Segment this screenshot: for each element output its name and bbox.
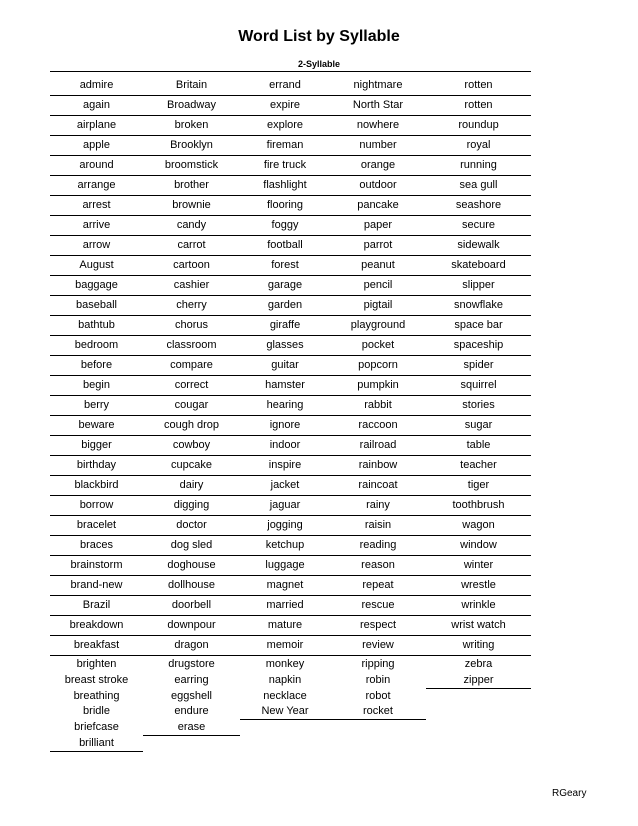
word-cell: teacher (426, 456, 531, 476)
word-cell: brownie (143, 196, 240, 216)
word-cell: ignore (240, 416, 330, 436)
word-cell: stories (426, 396, 531, 416)
word-cell: airplane (50, 116, 143, 136)
word-cell: window (426, 536, 531, 556)
word-cell: arrange (50, 176, 143, 196)
word-cell: doorbell (143, 596, 240, 616)
word-cell: respect (330, 616, 426, 636)
word-cell: Brooklyn (143, 136, 240, 156)
word-cell: football (240, 236, 330, 256)
word-cell: flashlight (240, 176, 330, 196)
word-cell: railroad (330, 436, 426, 456)
word-cell: beware (50, 416, 143, 436)
word-cell: skateboard (426, 256, 531, 276)
word-cell: breakdown (50, 616, 143, 636)
word-cell: ketchup (240, 536, 330, 556)
word-cell: reason (330, 556, 426, 576)
word-cell: wrist watch (426, 616, 531, 636)
word-cell: rotten (426, 96, 531, 116)
word-cell: arrow (50, 236, 143, 256)
word-cell: hearing (240, 396, 330, 416)
word-cell: dragon (143, 636, 240, 656)
word-cell: tiger (426, 476, 531, 496)
word-cell: cartoon (143, 256, 240, 276)
word-cell: rotten (426, 76, 531, 96)
word-cell: bedroom (50, 336, 143, 356)
author-footer: RGeary (552, 788, 587, 799)
word-cell: cherry (143, 296, 240, 316)
word-cell: wrestle (426, 576, 531, 596)
word-cell: number (330, 136, 426, 156)
word-cell: cowboy (143, 436, 240, 456)
word-cell: raccoon (330, 416, 426, 436)
word-cell: correct (143, 376, 240, 396)
word-cell: orange (330, 156, 426, 176)
word-cell: roundup (426, 116, 531, 136)
word-cell: bathtub (50, 316, 143, 336)
word-cell: secure (426, 216, 531, 236)
word-cell: begin (50, 376, 143, 396)
word-cell: rainbow (330, 456, 426, 476)
word-cell: doctor (143, 516, 240, 536)
word-cell: repeat (330, 576, 426, 596)
word-cell: pocket (330, 336, 426, 356)
word-cell: around (50, 156, 143, 176)
word-cell: sea gull (426, 176, 531, 196)
word-cell: running (426, 156, 531, 176)
word-cell: parrot (330, 236, 426, 256)
word-cell: borrow (50, 496, 143, 516)
word-cell: necklace (263, 690, 307, 702)
word-cell: August (50, 256, 143, 276)
word-cell: digging (143, 496, 240, 516)
word-cell: flooring (240, 196, 330, 216)
word-cell: nightmare (330, 76, 426, 96)
word-cell: spider (426, 356, 531, 376)
word-cell: ripping (361, 658, 395, 670)
word-cell: rainy (330, 496, 426, 516)
word-cell: guitar (240, 356, 330, 376)
word-cell: earring (174, 674, 209, 686)
word-cell: admire (50, 76, 143, 96)
word-cell: outdoor (330, 176, 426, 196)
word-cell: dog sled (143, 536, 240, 556)
word-cell: magnet (240, 576, 330, 596)
word-cell: Britain (143, 76, 240, 96)
word-cell: writing (426, 636, 531, 656)
word-cell: sidewalk (426, 236, 531, 256)
word-cell: New Year (240, 704, 330, 720)
word-cell: apple (50, 136, 143, 156)
word-cell: berry (50, 396, 143, 416)
word-cell: candy (143, 216, 240, 236)
word-cell: glasses (240, 336, 330, 356)
word-cell: breakfast (50, 636, 143, 656)
word-cell: married (240, 596, 330, 616)
word-cell: wrinkle (426, 596, 531, 616)
word-cell: jaguar (240, 496, 330, 516)
word-cell: giraffe (240, 316, 330, 336)
word-cell: robin (365, 674, 391, 686)
word-cell: birthday (50, 456, 143, 476)
word-cell: fireman (240, 136, 330, 156)
word-cell: slipper (426, 276, 531, 296)
word-cell: napkin (268, 674, 302, 686)
word-cell: brighten (76, 658, 117, 670)
word-cell: pumpkin (330, 376, 426, 396)
word-cell: chorus (143, 316, 240, 336)
word-cell: table (426, 436, 531, 456)
word-cell: memoir (240, 636, 330, 656)
word-cell: arrive (50, 216, 143, 236)
word-cell: playground (330, 316, 426, 336)
word-cell: bridle (83, 705, 110, 717)
word-cell: erase (143, 720, 240, 736)
word-cell: squirrel (426, 376, 531, 396)
word-cell: arrest (50, 196, 143, 216)
word-cell: royal (426, 136, 531, 156)
word-cell: dollhouse (143, 576, 240, 596)
word-cell: broken (143, 116, 240, 136)
word-cell: jacket (240, 476, 330, 496)
word-cell: raincoat (330, 476, 426, 496)
word-cell: seashore (426, 196, 531, 216)
word-cell: explore (240, 116, 330, 136)
page-title: Word List by Syllable (238, 28, 400, 45)
word-cell: zipper (426, 673, 531, 689)
word-cell: Brazil (50, 596, 143, 616)
word-cell: carrot (143, 236, 240, 256)
word-cell: classroom (143, 336, 240, 356)
word-cell: inspire (240, 456, 330, 476)
word-cell: monkey (265, 658, 305, 670)
word-cell: downpour (143, 616, 240, 636)
word-cell: bracelet (50, 516, 143, 536)
word-cell: sugar (426, 416, 531, 436)
word-cell: foggy (240, 216, 330, 236)
word-cell: blackbird (50, 476, 143, 496)
word-cell: review (330, 636, 426, 656)
word-cell: braces (50, 536, 143, 556)
word-cell: endure (174, 705, 209, 717)
word-cell: briefcase (74, 721, 119, 733)
word-cell: brand-new (50, 576, 143, 596)
word-cell: North Star (330, 96, 426, 116)
word-cell: nowhere (330, 116, 426, 136)
word-cell: errand (240, 76, 330, 96)
word-cell: doghouse (143, 556, 240, 576)
word-cell: brainstorm (50, 556, 143, 576)
word-cell: indoor (240, 436, 330, 456)
section-subtitle: 2-Syllable (297, 59, 341, 69)
word-cell: pancake (330, 196, 426, 216)
word-cell: popcorn (330, 356, 426, 376)
word-cell: zebra (464, 658, 493, 670)
word-cell: brilliant (50, 736, 143, 752)
word-cell: garage (240, 276, 330, 296)
word-cell: cashier (143, 276, 240, 296)
word-cell: cupcake (143, 456, 240, 476)
word-cell: breathing (73, 690, 120, 702)
word-cell: jogging (240, 516, 330, 536)
word-cell: cougar (143, 396, 240, 416)
word-cell: Broadway (143, 96, 240, 116)
word-cell: brother (143, 176, 240, 196)
word-cell: peanut (330, 256, 426, 276)
word-cell: baseball (50, 296, 143, 316)
word-cell: baggage (50, 276, 143, 296)
word-cell: breast stroke (64, 674, 129, 686)
word-cell: pencil (330, 276, 426, 296)
word-cell: rocket (330, 704, 426, 720)
word-cell: toothbrush (426, 496, 531, 516)
word-cell: before (50, 356, 143, 376)
word-cell: snowflake (426, 296, 531, 316)
word-cell: drugstore (168, 658, 215, 670)
word-cell: broomstick (143, 156, 240, 176)
word-cell: rescue (330, 596, 426, 616)
word-cell: fire truck (240, 156, 330, 176)
word-cell: pigtail (330, 296, 426, 316)
word-cell: rabbit (330, 396, 426, 416)
word-cell: bigger (50, 436, 143, 456)
word-cell: space bar (426, 316, 531, 336)
word-cell: winter (426, 556, 531, 576)
word-cell: eggshell (171, 690, 212, 702)
word-cell: luggage (240, 556, 330, 576)
word-cell: dairy (143, 476, 240, 496)
word-cell: expire (240, 96, 330, 116)
word-cell: again (50, 96, 143, 116)
word-cell: paper (330, 216, 426, 236)
word-cell: reading (330, 536, 426, 556)
word-cell: forest (240, 256, 330, 276)
word-cell: compare (143, 356, 240, 376)
word-cell: robot (365, 690, 391, 702)
word-cell: mature (240, 616, 330, 636)
word-cell: wagon (426, 516, 531, 536)
word-cell: hamster (240, 376, 330, 396)
word-cell: raisin (330, 516, 426, 536)
word-cell: cough drop (143, 416, 240, 436)
word-cell: garden (240, 296, 330, 316)
word-cell: spaceship (426, 336, 531, 356)
